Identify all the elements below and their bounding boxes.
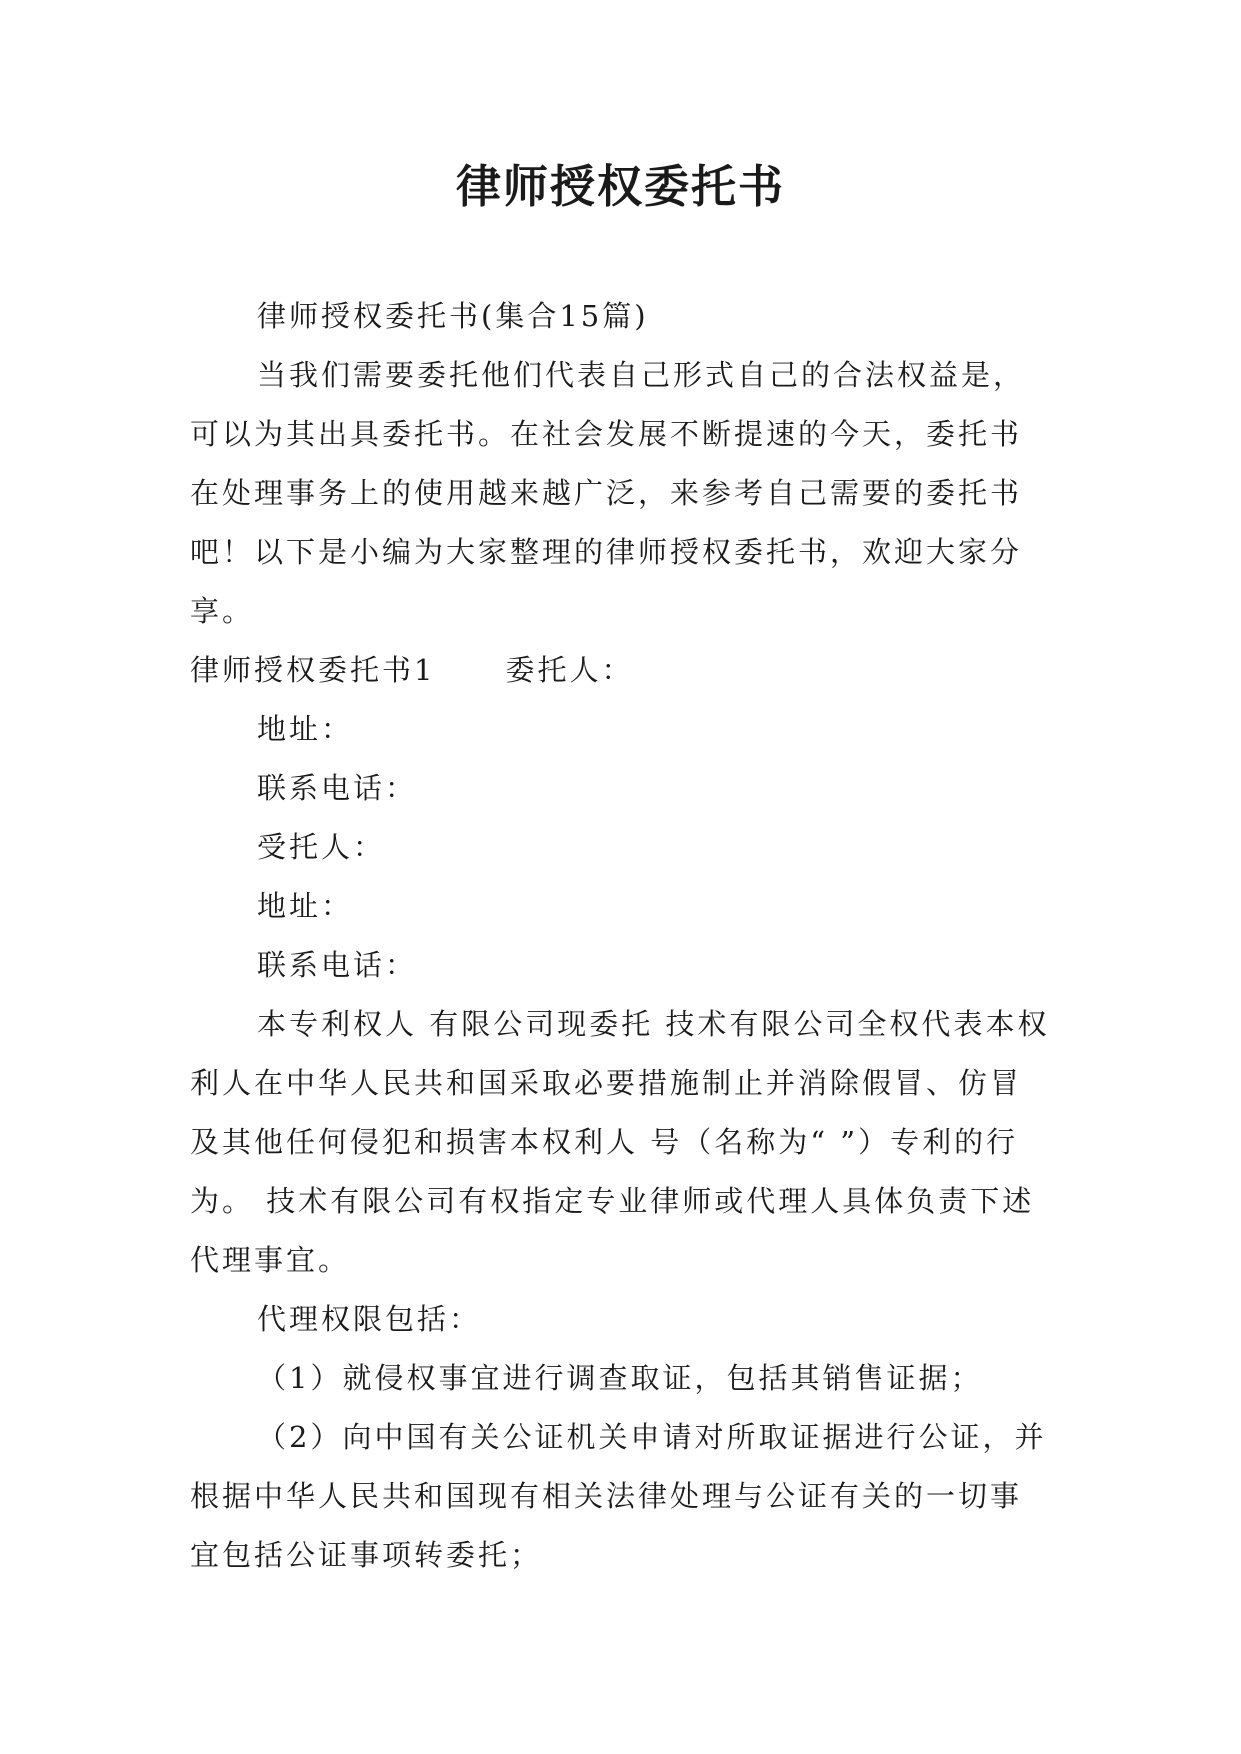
phone-label-1: 联系电话： — [257, 771, 418, 805]
scope-item-2: （2）向中国有关公证机关申请对所取证据进行公证，并根据中华人民共和国现有相关法律处理与公证有关的一切事宜包括公证事项转委托； — [190, 1420, 1047, 1572]
authorization-paragraph: 本专利权人 有限公司现委托 技术有限公司全权代表本权利人在中华人民共和国采取必要措施制止并消除假冒、仿冒及其他任何侵犯和损害本权利人 号（名称为“ ”）专利的行为。 技术有限公司有权指定专业律师或代理人具体负责下述代理事宜。 — [190, 1007, 1050, 1277]
scope-heading: 代理权限包括： — [257, 1302, 482, 1336]
phone-label-2: 联系电话： — [257, 948, 418, 982]
agent-label: 受托人： — [257, 830, 386, 864]
document-title: 律师授权委托书 — [455, 160, 785, 213]
principal-label: 委托人： — [505, 653, 634, 687]
subtitle: 律师授权委托书(集合15篇) — [257, 299, 649, 333]
scope-item-1: （1）就侵权事宜进行调查取证，包括其销售证据； — [257, 1361, 983, 1395]
intro-paragraph: 当我们需要委托他们代表自己形式自己的合法权益是，可以为其出具委托书。在社会发展不断提速的今天，委托书在处理事务上的使用越来越广泛，来参考自己需要的委托书吧！以下是小编为大家整理的律师授权委托书，欢迎大家分享。 — [190, 358, 1026, 628]
address-label-2: 地址： — [257, 889, 354, 923]
section-heading: 律师授权委托书1 — [190, 653, 436, 687]
document-body — [190, 287, 1050, 1585]
section-heading-line — [190, 641, 1050, 700]
address-label-1: 地址： — [257, 712, 354, 746]
